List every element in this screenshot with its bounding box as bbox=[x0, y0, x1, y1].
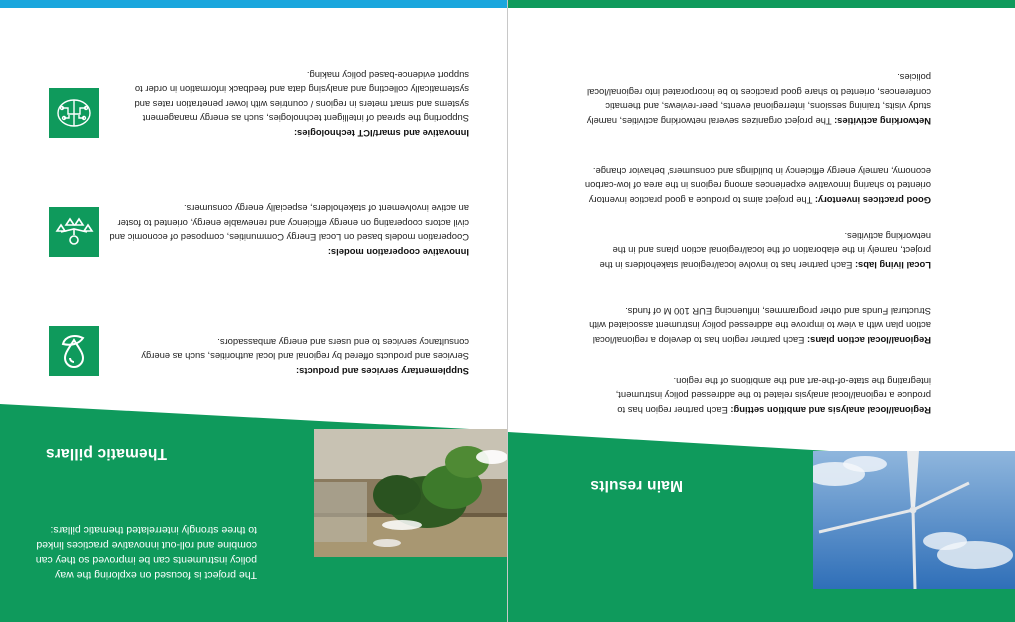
leaf-drop-icon bbox=[49, 326, 99, 376]
page-title: Main results bbox=[590, 477, 683, 494]
pillar-item bbox=[109, 334, 469, 378]
item-heading: Regional/local analysis and ambition setting: bbox=[730, 405, 931, 416]
pillar-heading: Supplementary services and products: bbox=[296, 366, 469, 377]
pillar-text: Services and products offered by regional and local authorities, such as energy consultancy services to end users and energy ambassadors. bbox=[141, 336, 469, 363]
item-heading: Networking activities: bbox=[834, 116, 931, 127]
pillar-item bbox=[109, 67, 469, 140]
pillar-heading: Innovative cooperation models: bbox=[327, 247, 469, 258]
result-item bbox=[581, 228, 931, 272]
cooperation-network-icon bbox=[49, 207, 99, 257]
item-text: The project aims to produce a good practice inventory oriented to sharing innovative experiences among regions in the area of low-carbon economy, namely energy efficiency in buildings and consumers' behavior change. bbox=[584, 165, 931, 206]
pillar-text: Supporting the spread of intelligent technologies, such as energy management systems and smart meters in regions / countries with lower penetration rates and systematically collecting and analysing data and feedback information in order to support evidence-based policy making. bbox=[134, 69, 469, 125]
pillar-item bbox=[109, 201, 469, 259]
result-item bbox=[581, 163, 931, 207]
circuit-brain-icon bbox=[49, 88, 99, 138]
item-text: Each partner region has to produce a regional/local analysis related to the addressed policy instrument, integrating the state-of-the-art and the ambitions of the region. bbox=[615, 375, 931, 416]
item-text: Each partner has to involve local/regional stakeholders in the project, namely in the elaboration of the local/regional action plans and in the networking activities. bbox=[599, 230, 931, 271]
item-heading: Regional/local action plans: bbox=[807, 335, 931, 346]
item-heading: Local living labs: bbox=[854, 260, 931, 271]
interior-plants-photo bbox=[314, 429, 507, 557]
intro-text: The project is focused on exploring the way policy instruments can be improved so they can combine and roll-out innovative practices linked to three strongly interrelated thematic pillars: bbox=[35, 524, 257, 581]
page-bottom-bar bbox=[0, 0, 507, 8]
pillar-text: Cooperation models based on Local Energy Communities, composed of economic and civil actors cooperating on energy efficiency and renewable energy, oriented to foster an active involvement of stakeholders, especially energy consumers. bbox=[109, 203, 469, 244]
page-thematic-pillars bbox=[0, 0, 507, 622]
page-main-results bbox=[508, 0, 1015, 622]
page-bottom-bar bbox=[508, 0, 1015, 8]
result-item bbox=[581, 70, 931, 128]
result-item bbox=[581, 303, 931, 347]
item-text: Each partner region has to develop a regional/local action plan with a view to improve the addressed policy instrument associated with Structural Funds and other programmes, influencing EUR 100 M of funds. bbox=[589, 305, 931, 346]
page-title: Thematic pillars bbox=[45, 445, 167, 462]
item-heading: Good practices inventory: bbox=[814, 195, 931, 206]
wind-turbine-photo bbox=[813, 451, 1015, 589]
item-text: The project organizes several networking activities, namely study visits, training sessions, interregional events, peer-reviews, and thematic conferences, oriented to share good practices to be incorporated into regional/local policies. bbox=[586, 72, 931, 127]
pillar-heading: Innovative and smart/ICT technologies: bbox=[293, 128, 469, 139]
result-item bbox=[581, 373, 931, 417]
spine-divider bbox=[507, 0, 508, 622]
